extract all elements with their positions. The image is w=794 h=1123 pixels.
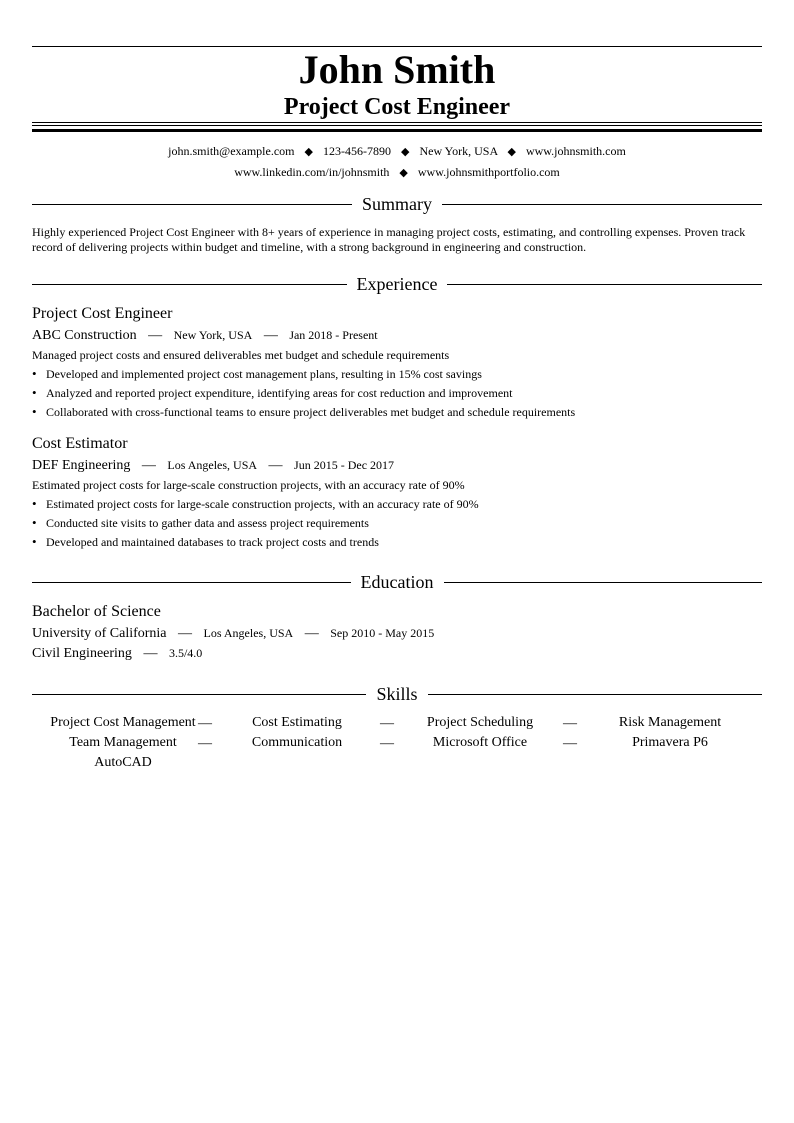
list-item-text: Conducted site visits to gather data and assess project requirements xyxy=(46,516,369,530)
skill-item: Cost Estimating xyxy=(252,715,342,730)
list-item-text: Collaborated with cross-functional teams to ensure project deliverables met budget and schedule requirements xyxy=(46,405,576,419)
heading-rule-left xyxy=(32,284,347,285)
list-item-text: Estimated project costs for large-scale construction projects, with an accuracy rate of 90% xyxy=(46,497,479,511)
header-rule-mid xyxy=(32,125,762,126)
skill-separator: — xyxy=(380,716,394,731)
heading-rule-left xyxy=(32,204,352,205)
diamond-separator-icon: ◆ xyxy=(400,146,410,158)
education-school-line xyxy=(32,624,434,643)
header-rule-thin xyxy=(32,122,762,123)
em-dash-separator: — xyxy=(148,328,163,343)
em-dash-separator: — xyxy=(263,328,278,343)
bullet-icon: • xyxy=(32,496,37,511)
education-major: Civil Engineering xyxy=(32,646,132,661)
list-item xyxy=(32,404,575,420)
job-org-line xyxy=(32,326,378,345)
job-title: Project Cost Engineer xyxy=(32,305,173,322)
contact-linkedin[interactable]: www.linkedin.com/in/johnsmith xyxy=(234,165,390,179)
contact-line-2 xyxy=(32,164,762,181)
list-item-text: Analyzed and reported project expenditure, identifying areas for cost reduction and improvement xyxy=(46,386,513,400)
skill-separator: — xyxy=(563,736,577,751)
skill-separator: — xyxy=(380,736,394,751)
contact-line-1 xyxy=(32,143,762,160)
experience-heading xyxy=(32,273,762,295)
list-item-text: Developed and implemented project cost management plans, resulting in 15% cost savings xyxy=(46,367,482,381)
skill-item: Project Cost Management xyxy=(50,715,196,730)
header-rule-thick xyxy=(32,129,762,132)
education-heading-text: Education xyxy=(360,572,434,592)
contact-portfolio[interactable]: www.johnsmithportfolio.com xyxy=(417,165,560,179)
job-company: DEF Engineering xyxy=(32,458,131,473)
skill-item: Primavera P6 xyxy=(632,735,708,750)
summary-text: Highly experienced Project Cost Engineer with 8+ years of experience in managing project costs, estimating, and controlling expenses. Proven track record of delivering projects within budget and timeline, with a strong background in engineering and construction. xyxy=(32,225,746,254)
list-item xyxy=(32,385,513,401)
heading-rule-left xyxy=(32,582,351,583)
skill-item: Risk Management xyxy=(618,715,722,730)
education-school: University of California xyxy=(32,626,167,641)
skills-heading-text: Skills xyxy=(376,684,418,704)
skill-item: Communication xyxy=(251,735,343,750)
heading-rule-right xyxy=(442,204,762,205)
skill-item: Microsoft Office xyxy=(432,735,528,750)
diamond-separator-icon: ◆ xyxy=(399,167,408,179)
job-description: Managed project costs and ensured deliverables met budget and schedule requirements xyxy=(32,348,450,362)
bullet-icon: • xyxy=(32,534,37,549)
job-location: Los Angeles, USA xyxy=(167,458,258,472)
contact-phone: 123-456-7890 xyxy=(322,144,391,158)
education-major-line xyxy=(32,644,202,663)
skills-row xyxy=(32,753,762,773)
contact-email[interactable]: john.smith@example.com xyxy=(168,144,295,158)
bullet-icon: • xyxy=(32,404,37,419)
job-dates: Jan 2018 - Present xyxy=(289,328,378,342)
bullet-icon: • xyxy=(32,385,37,400)
em-dash-separator: — xyxy=(143,646,158,661)
skill-item: Team Management xyxy=(69,735,177,750)
list-item xyxy=(32,496,479,512)
list-item xyxy=(32,366,482,382)
bullet-icon: • xyxy=(32,366,37,381)
skill-separator: — xyxy=(563,716,577,731)
skill-separator: — xyxy=(198,716,212,731)
diamond-separator-icon: ◆ xyxy=(507,146,516,158)
skill-item: AutoCAD xyxy=(94,755,152,770)
skill-item: Project Scheduling xyxy=(426,715,534,730)
em-dash-separator: — xyxy=(141,458,156,473)
summary-heading xyxy=(32,193,762,215)
heading-rule-right xyxy=(444,582,763,583)
job-dates: Jun 2015 - Dec 2017 xyxy=(294,458,395,472)
heading-rule-right xyxy=(428,694,762,695)
skill-separator: — xyxy=(198,736,212,751)
job-org-line xyxy=(32,456,394,475)
experience-heading-text: Experience xyxy=(356,274,438,294)
education-gpa: 3.5/4.0 xyxy=(168,646,203,660)
list-item xyxy=(32,534,379,550)
contact-website[interactable]: www.johnsmith.com xyxy=(525,144,626,158)
job-title: Cost Estimator xyxy=(32,435,128,452)
job-description: Estimated project costs for large-scale construction projects, with an accuracy rate of 90% xyxy=(32,478,465,492)
candidate-name: John Smith xyxy=(298,47,496,92)
em-dash-separator: — xyxy=(268,458,283,473)
bullet-icon: • xyxy=(32,515,37,530)
education-degree: Bachelor of Science xyxy=(32,603,161,620)
education-location: Los Angeles, USA xyxy=(203,626,294,640)
skills-heading xyxy=(32,683,762,705)
contact-location: New York, USA xyxy=(419,144,498,158)
education-dates: Sep 2010 - May 2015 xyxy=(330,626,435,640)
job-location: New York, USA xyxy=(173,328,253,342)
skills-row xyxy=(32,713,762,733)
candidate-role: Project Cost Engineer xyxy=(283,94,511,120)
skills-row xyxy=(32,733,762,753)
job-company: ABC Construction xyxy=(32,328,137,343)
list-item xyxy=(32,515,369,531)
heading-rule-right xyxy=(447,284,762,285)
diamond-separator-icon: ◆ xyxy=(304,146,313,158)
list-item-text: Developed and maintained databases to track project costs and trends xyxy=(46,535,379,549)
em-dash-separator: — xyxy=(178,626,193,641)
heading-rule-left xyxy=(32,694,366,695)
summary-heading-text: Summary xyxy=(362,194,432,214)
education-heading xyxy=(32,571,762,593)
em-dash-separator: — xyxy=(304,626,319,641)
